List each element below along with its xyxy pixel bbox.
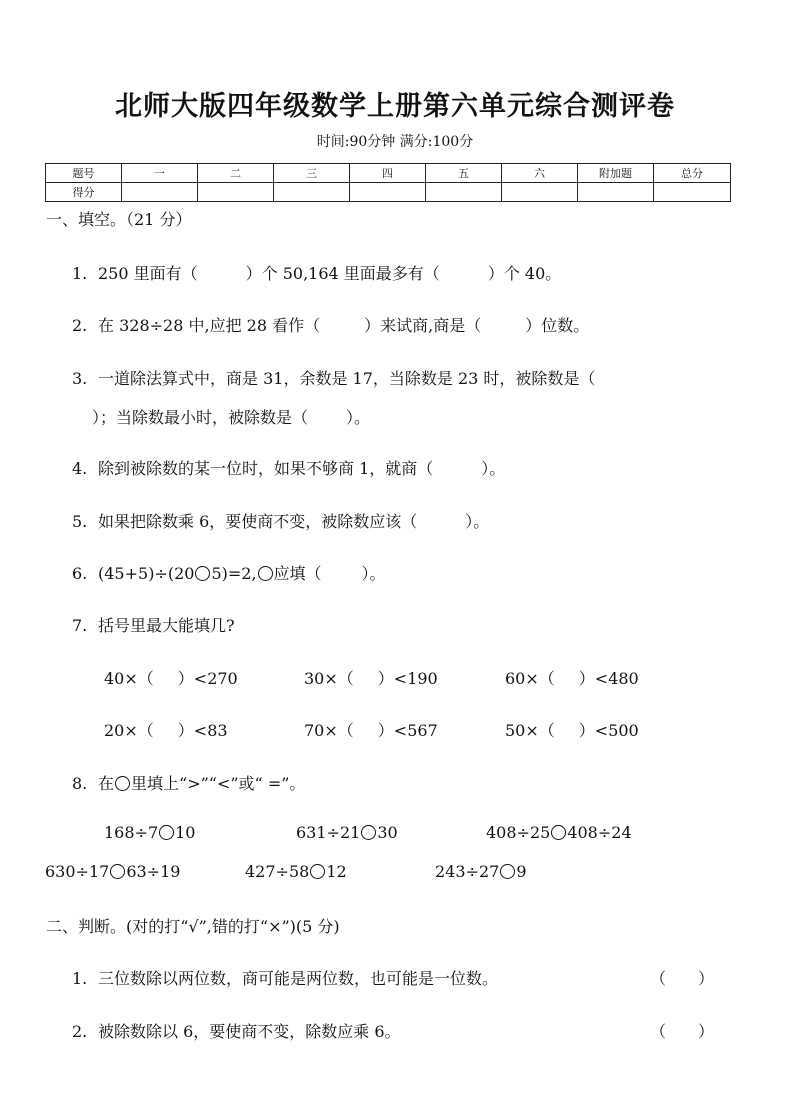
q7-item <box>104 718 228 741</box>
expr-text: 12 <box>326 862 347 881</box>
expr-text: ）<500 <box>578 721 639 740</box>
expr-text: ）<190 <box>377 669 438 688</box>
question-6 <box>72 561 386 584</box>
compare-circle-icon[interactable] <box>110 864 125 879</box>
question-7 <box>72 613 235 636</box>
score-cell[interactable] <box>654 183 731 202</box>
q8-item <box>296 823 398 842</box>
table-header-cell: 总分 <box>654 164 731 183</box>
question-text: ）。 <box>465 512 490 531</box>
score-cell[interactable] <box>426 183 502 202</box>
question-text: ）。 <box>481 459 506 478</box>
judge-question-1 <box>72 966 498 989</box>
question-number: 6. <box>72 564 88 583</box>
table-header-cell: 题号 <box>46 164 122 183</box>
compare-circle-icon[interactable] <box>310 864 325 879</box>
question-text: 应填（ <box>273 564 322 583</box>
question-text: ）。 <box>346 408 371 427</box>
score-cell[interactable] <box>350 183 426 202</box>
page-title: 北师大版四年级数学上册第六单元综合测评卷 <box>115 91 675 122</box>
expr-text: 9 <box>516 862 527 881</box>
question-text: 三位数除以两位数，商可能是两位数，也可能是一位数。 <box>98 969 499 988</box>
question-text: 除到被除数的某一位时，如果不够商 1，就商（ <box>98 459 434 478</box>
expr-text: 408÷25 <box>486 823 551 842</box>
question-text: ）。 <box>361 564 386 583</box>
table-header-cell: 五 <box>426 164 502 183</box>
question-text: (45+5)÷(20 <box>98 564 195 583</box>
table-header-cell: 二 <box>198 164 274 183</box>
expr-text: 40×（ <box>104 669 154 688</box>
score-table-header-row <box>46 164 731 183</box>
question-text: ）来试商,商是（ <box>364 316 482 335</box>
score-table <box>45 163 731 202</box>
expr-text: ）<480 <box>578 669 639 688</box>
score-table-score-row <box>46 183 731 202</box>
judge-answer-box[interactable]: （ ） <box>650 1022 715 1041</box>
expr-text: 243÷27 <box>435 862 500 881</box>
expr-text: ）<567 <box>377 721 438 740</box>
expr-text: ）<270 <box>177 669 238 688</box>
table-header-cell: 六 <box>502 164 578 183</box>
question-1 <box>72 261 561 284</box>
table-header-cell: 一 <box>122 164 198 183</box>
expr-text: 408÷24 <box>567 823 632 842</box>
score-cell[interactable] <box>502 183 578 202</box>
q8-item <box>435 862 527 881</box>
question-text: 在 <box>98 774 115 793</box>
expr-text: 63÷19 <box>126 862 181 881</box>
question-text: 5)=2, <box>211 564 257 583</box>
score-cell[interactable] <box>578 183 654 202</box>
circle-blank-icon[interactable] <box>195 566 210 581</box>
question-text: 250 里面有（ <box>98 264 198 283</box>
question-number: 8. <box>72 774 88 793</box>
q7-item <box>505 666 639 689</box>
question-text: ）个 50,164 里面最多有（ <box>245 264 440 283</box>
question-number: 2. <box>72 1022 88 1041</box>
expr-text: 631÷21 <box>296 823 361 842</box>
question-4 <box>72 456 505 479</box>
question-2 <box>72 313 589 336</box>
expr-text: 70×（ <box>304 721 354 740</box>
q8-item <box>45 862 180 881</box>
score-cell[interactable] <box>274 183 350 202</box>
question-3 <box>72 366 595 389</box>
expr-text: ）<83 <box>177 721 228 740</box>
expr-text: 60×（ <box>505 669 555 688</box>
question-number: 4. <box>72 459 88 478</box>
expr-text: 50×（ <box>505 721 555 740</box>
circle-symbol-icon <box>258 566 273 581</box>
expr-text: 630÷17 <box>45 862 110 881</box>
judge-answer-box[interactable]: （ ） <box>650 969 715 988</box>
question-5 <box>72 509 489 532</box>
q8-item <box>486 823 632 842</box>
expr-text: 30×（ <box>304 669 354 688</box>
question-text: 在 328÷28 中,应把 28 看作（ <box>98 316 321 335</box>
compare-circle-icon[interactable] <box>551 825 566 840</box>
question-text: ）；当除数最小时，被除数是（ <box>92 408 309 427</box>
q7-item <box>304 666 438 689</box>
table-header-cell: 四 <box>350 164 426 183</box>
score-row-label: 得分 <box>46 183 122 202</box>
question-text: ）位数。 <box>525 316 590 335</box>
expr-text: 427÷58 <box>245 862 310 881</box>
q7-item <box>304 718 438 741</box>
score-cell[interactable] <box>122 183 198 202</box>
question-text: 一道除法算式中，商是 31，余数是 17，当除数是 23 时，被除数是（ <box>98 369 596 388</box>
exam-info: 时间:90分钟 满分:100分 <box>316 134 474 150</box>
score-cell[interactable] <box>198 183 274 202</box>
question-text: 被除数除以 6，要使商不变，除数应乘 6。 <box>98 1022 401 1041</box>
question-number: 1. <box>72 969 88 988</box>
q8-item <box>104 823 195 842</box>
question-3-line-2 <box>92 405 370 428</box>
judge-question-2 <box>72 1019 401 1042</box>
q7-item <box>505 718 639 741</box>
question-number: 2. <box>72 316 88 335</box>
question-text: 如果把除数乘 6，要使商不变，被除数应该（ <box>98 512 418 531</box>
q7-item <box>104 666 238 689</box>
table-header-cell: 附加题 <box>578 164 654 183</box>
compare-circle-icon[interactable] <box>361 825 376 840</box>
q8-item <box>245 862 347 881</box>
question-text: 里填上“>”“<”或“ =”。 <box>131 774 306 793</box>
table-header-cell: 三 <box>274 164 350 183</box>
question-number: 7. <box>72 616 88 635</box>
question-text: 括号里最大能填几? <box>98 616 235 635</box>
section-2-heading: 二、判断。(对的打“√”,错的打“×”)(5 分) <box>46 917 340 936</box>
expr-text: 168÷7 <box>104 823 159 842</box>
expr-text: 10 <box>175 823 196 842</box>
question-8 <box>72 771 305 794</box>
circle-symbol-icon <box>115 776 130 791</box>
section-1-heading: 一、填空。（21 分） <box>46 210 192 229</box>
question-number: 3. <box>72 369 88 388</box>
expr-text: 20×（ <box>104 721 154 740</box>
question-text: ）个 40。 <box>487 264 562 283</box>
compare-circle-icon[interactable] <box>500 864 515 879</box>
question-number: 5. <box>72 512 88 531</box>
expr-text: 30 <box>377 823 398 842</box>
compare-circle-icon[interactable] <box>159 825 174 840</box>
question-number: 1. <box>72 264 88 283</box>
